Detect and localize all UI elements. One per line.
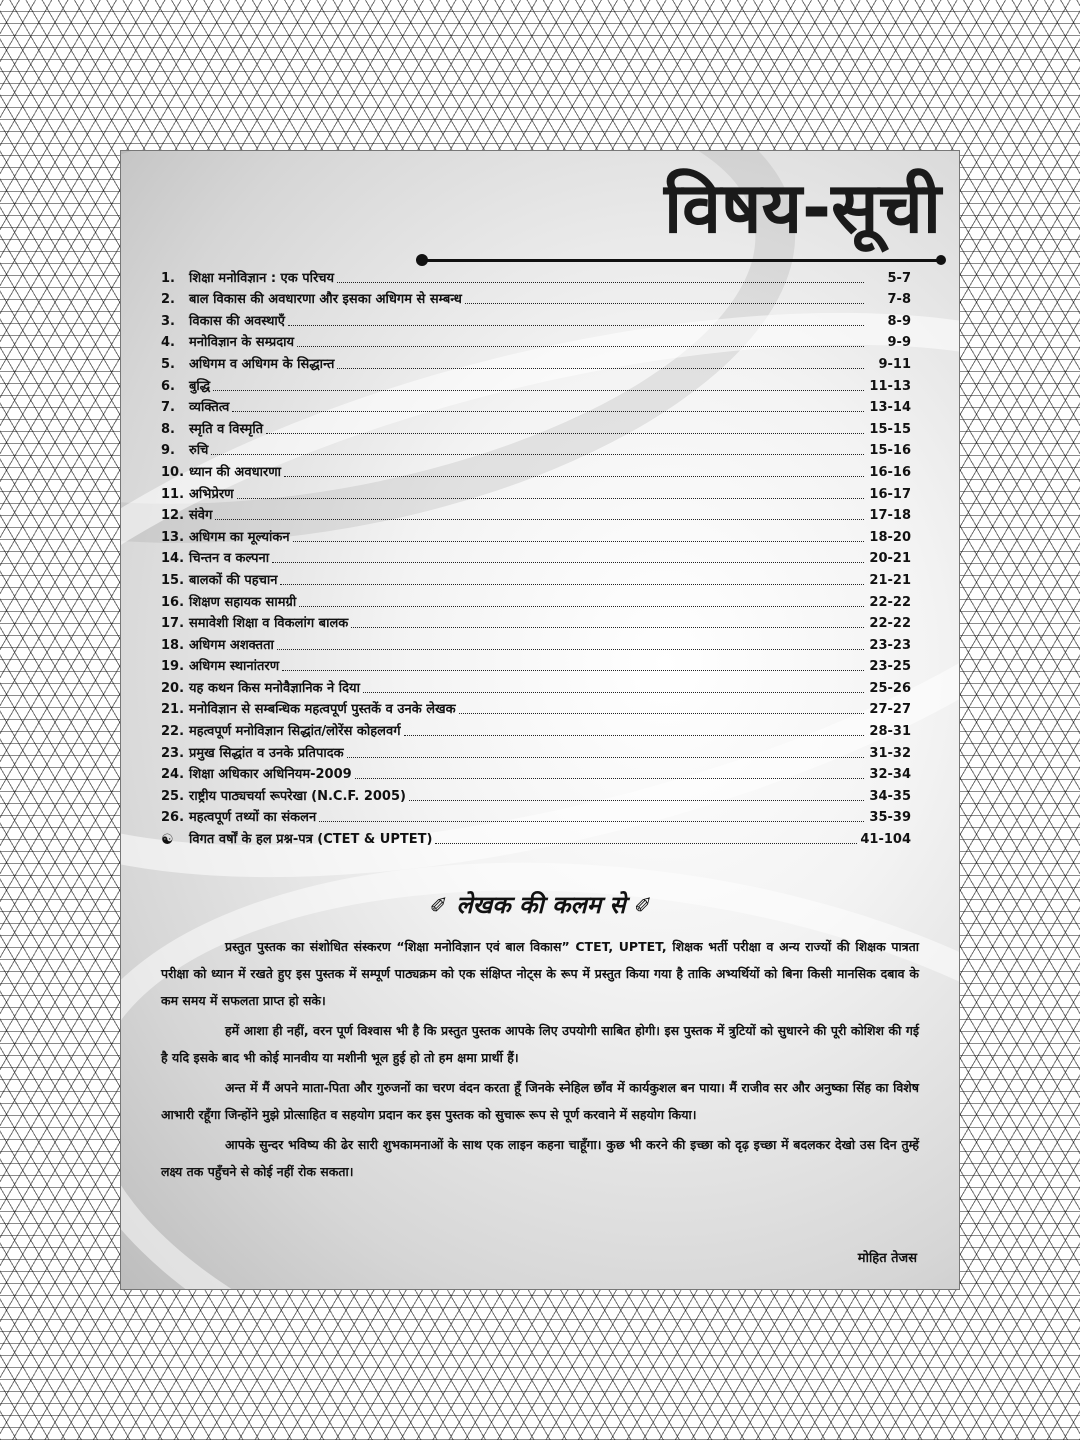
toc-number: 3.: [161, 313, 175, 329]
toc-label: मनोविज्ञान के सम्प्रदाय: [189, 335, 295, 351]
toc-number: 4.: [161, 335, 175, 351]
toc-number: 21.: [161, 702, 185, 718]
contents-panel: [120, 150, 960, 1290]
toc-page-range: 31-32: [869, 745, 911, 761]
toc-leader-dots: [404, 735, 864, 736]
pencil-icon: ✐: [429, 894, 448, 919]
toc-label: शिक्षा मनोविज्ञान : एक परिचय: [189, 270, 335, 286]
toc-entry: [161, 567, 911, 589]
toc-entry: [161, 697, 911, 719]
toc-label: शिक्षण सहायक सामग्री: [189, 594, 297, 610]
toc-page-range: 9-11: [878, 356, 911, 372]
toc-entry: [161, 762, 911, 784]
author-paragraph: आपके सुन्दर भविष्य की ढेर सारी शुभकामनाओं के साथ एक लाइन कहना चाहूँगा। कुछ भी करने की इच्छा को दृढ़ इच्छा में बदलकर देखो उस दिन तुम्हें लक्ष्य तक पहुँचने से कोई नहीं रोक सकता।: [161, 1137, 919, 1179]
toc-number: 20.: [161, 680, 185, 696]
toc-page-range: 20-21: [869, 551, 911, 567]
toc-number: 15.: [161, 572, 185, 588]
toc-page-range: 15-15: [869, 421, 911, 437]
toc-leader-dots: [272, 562, 864, 563]
toc-leader-dots: [409, 800, 864, 801]
toc-page-range: 17-18: [869, 508, 911, 524]
toc-entry: [161, 826, 911, 848]
toc-leader-dots: [266, 433, 864, 434]
toc-leader-dots: [363, 692, 864, 693]
toc-page-range: 23-23: [869, 637, 911, 653]
title-rule-dot: [936, 255, 946, 265]
toc-leader-dots: [237, 498, 864, 499]
toc-page-range: 22-22: [869, 616, 911, 632]
toc-label: चिन्तन व कल्पना: [189, 551, 270, 567]
toc-entry: [161, 524, 911, 546]
toc-leader-dots: [337, 368, 864, 369]
toc-label: बाल विकास की अवधारणा और इसका अधिगम से सम्बन्ध: [189, 292, 462, 308]
toc-label: संवेग: [189, 508, 213, 524]
yin-yang-icon: ☯: [161, 832, 174, 849]
toc-entry: [161, 503, 911, 525]
toc-leader-dots: [215, 519, 864, 520]
toc-leader-dots: [280, 584, 864, 585]
toc-label: अधिगम स्थानांतरण: [189, 659, 280, 675]
toc-number: 22.: [161, 724, 185, 740]
toc-entry: [161, 373, 911, 395]
toc-number: 17.: [161, 616, 185, 632]
pencil-icon: ✐: [634, 894, 653, 919]
author-note: [161, 933, 919, 1188]
toc-entry: [161, 438, 911, 460]
toc-entry: [161, 654, 911, 676]
toc-leader-dots: [347, 757, 864, 758]
toc-number: 25.: [161, 788, 185, 804]
toc-page-range: 22-22: [869, 594, 911, 610]
toc-entry: [161, 330, 911, 352]
toc-page-range: 5-7: [887, 270, 911, 286]
toc-label: शिक्षा अधिकार अधिनियम-2009: [189, 767, 352, 783]
toc-label: अभिप्रेरण: [189, 486, 234, 502]
toc-number: 8.: [161, 421, 175, 437]
author-paragraph: प्रस्तुत पुस्तक का संशोधित संस्करण “शिक्षा मनोविज्ञान एवं बाल विकास” CTET, UPTET, शिक्षक भर्ती परीक्षा व अन्य राज्यों की शिक्षक पात्रता परीक्षा को ध्यान में रखते हुए इस पुस्तक में सम्पूर्ण पाठ्यक्रम को एक संक्षिप्त नोट्स के रूप में प्रस्तुत किया गया है ताकि अभ्यर्थियों को बिना किसी मानसिक दबाव के कम समय में सफलता प्राप्त हो सके।: [161, 939, 919, 1008]
toc-page-range: 15-16: [869, 443, 911, 459]
toc-label: मनोविज्ञान से सम्बन्धिक महत्वपूर्ण पुस्तकें व उनके लेखक: [189, 702, 456, 718]
toc-page-range: 7-8: [887, 292, 911, 308]
toc-number: 10.: [161, 464, 185, 480]
toc-entry: [161, 287, 911, 309]
toc-page-range: 41-104: [860, 832, 911, 848]
author-section-heading: [121, 889, 960, 923]
author-heading-text: लेखक की कलम से: [456, 891, 626, 919]
toc-leader-dots: [435, 843, 857, 844]
toc-entry: [161, 611, 911, 633]
toc-number: 14.: [161, 551, 185, 567]
toc-page-range: 16-16: [869, 464, 911, 480]
toc-label: बुद्धि: [189, 378, 211, 394]
table-of-contents: [161, 265, 911, 848]
toc-number: 7.: [161, 400, 175, 416]
toc-page-range: 25-26: [869, 680, 911, 696]
toc-entry: [161, 546, 911, 568]
toc-label: ध्यान की अवधारणा: [189, 464, 282, 480]
toc-entry: [161, 783, 911, 805]
toc-leader-dots: [288, 325, 864, 326]
toc-label: अधिगम अशक्तता: [189, 637, 274, 653]
toc-entry: [161, 481, 911, 503]
toc-entry: [161, 675, 911, 697]
toc-entry: [161, 459, 911, 481]
toc-page-range: 28-31: [869, 724, 911, 740]
author-paragraph: अन्त में मैं अपने माता-पिता और गुरुजनों का चरण वंदन करता हूँ जिनके स्नेहिल छाँव में कार्यकुशल बन पाया। मैं राजीव सर और अनुष्का सिंह का विशेष आभारी रहूँगा जिन्होंने मुझे प्रोत्साहित व सहयोग प्रदान कर इस पुस्तक को सुचारू रूप से पूर्ण करवाने में सहयोग किया।: [161, 1080, 919, 1122]
toc-leader-dots: [293, 541, 864, 542]
toc-label: महत्वपूर्ण मनोविज्ञान सिद्धांत/लोरेंस कोहलवर्ग: [189, 724, 401, 740]
toc-label: अधिगम का मूल्यांकन: [189, 529, 290, 545]
toc-label: यह कथन किस मनोवैज्ञानिक ने दिया: [189, 680, 360, 696]
toc-leader-dots: [351, 627, 864, 628]
toc-leader-dots: [337, 282, 864, 283]
toc-leader-dots: [213, 390, 864, 391]
toc-leader-dots: [232, 411, 864, 412]
toc-entry: [161, 416, 911, 438]
toc-label: महत्वपूर्ण तथ्यों का संकलन: [189, 810, 317, 826]
title-rule: [424, 259, 939, 262]
toc-page-range: 18-20: [869, 529, 911, 545]
toc-number: 23.: [161, 745, 185, 761]
toc-label: व्यक्तित्व: [189, 400, 230, 416]
toc-leader-dots: [299, 606, 864, 607]
toc-number: 16.: [161, 594, 185, 610]
toc-page-range: 27-27: [869, 702, 911, 718]
toc-page-range: 9-9: [887, 335, 911, 351]
toc-label: विगत वर्षों के हल प्रश्न-पत्र (CTET & UPTET): [189, 832, 433, 848]
author-signature: मोहित तेजस: [857, 1251, 917, 1266]
toc-label: प्रमुख सिद्धांत व उनके प्रतिपादक: [189, 745, 344, 761]
author-paragraph: हमें आशा ही नहीं, वरन पूर्ण विश्वास भी है कि प्रस्तुत पुस्तक आपके लिए उपयोगी साबित होगी। इस पुस्तक में त्रुटियों को सुधारने की पूरी कोशिश की गई है यदि इसके बाद भी कोई मानवीय या मशीनी भूल हुई हो तो हम क्षमा प्रार्थी हैं।: [161, 1023, 919, 1065]
toc-label: समावेशी शिक्षा व विकलांग बालक: [189, 616, 349, 632]
toc-entry: [161, 632, 911, 654]
toc-entry: [161, 265, 911, 287]
toc-number: 9.: [161, 443, 175, 459]
toc-number: 26.: [161, 810, 185, 826]
toc-label: बालकों की पहचान: [189, 572, 278, 588]
toc-page-range: 34-35: [869, 788, 911, 804]
toc-number: 11.: [161, 486, 185, 502]
toc-entry: [161, 718, 911, 740]
toc-page-range: 23-25: [869, 659, 911, 675]
toc-number: 1.: [161, 270, 175, 286]
toc-entry: [161, 308, 911, 330]
toc-number: 5.: [161, 356, 175, 372]
toc-number: 2.: [161, 292, 175, 308]
toc-leader-dots: [459, 713, 864, 714]
toc-page-range: 21-21: [869, 572, 911, 588]
toc-entry: [161, 805, 911, 827]
toc-number: 13.: [161, 529, 185, 545]
toc-leader-dots: [211, 454, 864, 455]
toc-number: 6.: [161, 378, 175, 394]
toc-label: अधिगम व अधिगम के सिद्धान्त: [189, 356, 335, 372]
toc-number: 24.: [161, 767, 185, 783]
toc-page-range: 16-17: [869, 486, 911, 502]
page-title: विषय-सूची: [663, 167, 941, 249]
toc-number: 12.: [161, 508, 185, 524]
toc-label: राष्ट्रीय पाठ्यचर्या रूपरेखा (N.C.F. 2005): [189, 788, 406, 804]
toc-entry: [161, 351, 911, 373]
toc-label: रुचि: [189, 443, 209, 459]
toc-entry: [161, 589, 911, 611]
toc-number: 19.: [161, 659, 185, 675]
toc-label: विकास की अवस्थाएँ: [189, 313, 285, 329]
toc-leader-dots: [355, 778, 864, 779]
toc-leader-dots: [297, 346, 864, 347]
toc-number: 18.: [161, 637, 185, 653]
toc-page-range: 8-9: [887, 313, 911, 329]
toc-page-range: 35-39: [869, 810, 911, 826]
toc-entry: [161, 740, 911, 762]
toc-leader-dots: [282, 670, 864, 671]
toc-page-range: 11-13: [869, 378, 911, 394]
toc-page-range: 13-14: [869, 400, 911, 416]
toc-label: स्मृति व विस्मृति: [189, 421, 264, 437]
toc-leader-dots: [277, 649, 864, 650]
toc-leader-dots: [319, 821, 864, 822]
toc-page-range: 32-34: [869, 767, 911, 783]
toc-leader-dots: [284, 476, 864, 477]
toc-entry: [161, 395, 911, 417]
toc-leader-dots: [465, 303, 864, 304]
